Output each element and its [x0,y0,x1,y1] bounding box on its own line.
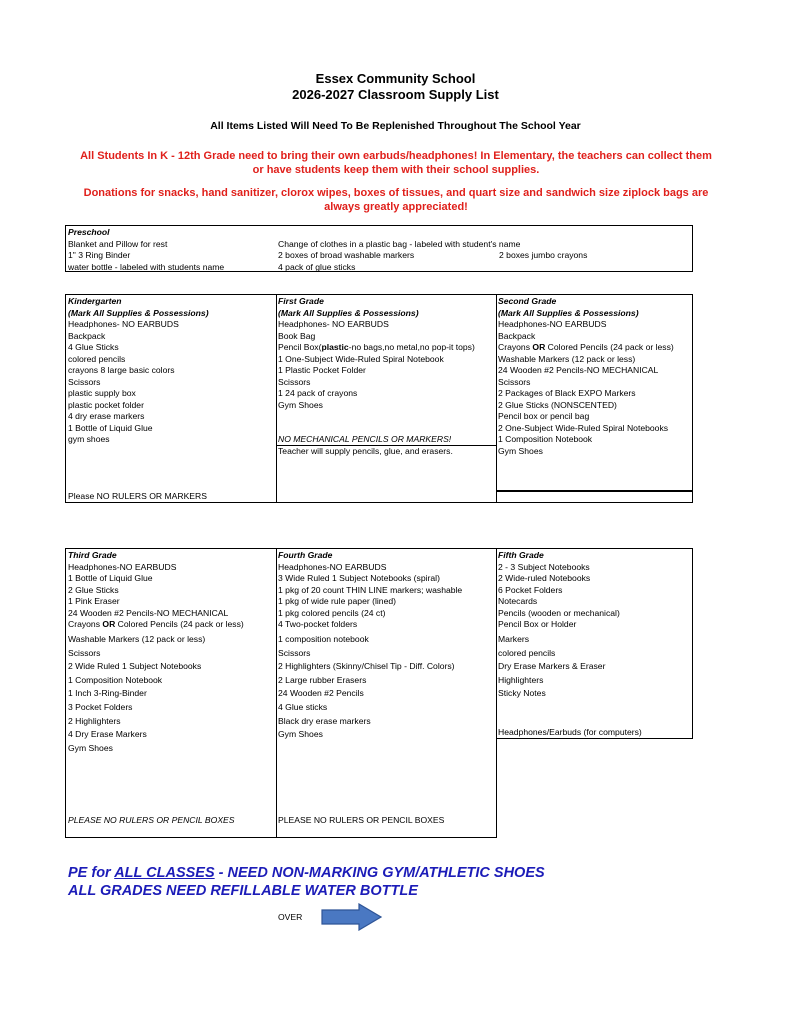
text-run: Crayons [498,342,533,352]
pencil-box-item [276,342,475,354]
preschool-table [65,225,693,272]
no-mechanical-note: NO MECHANICAL PENCILS OR MARKERS! [278,434,452,444]
list-item: Gym Shoes [278,399,323,410]
list-item: 3 Pocket Folders [68,701,133,712]
list-item: Pencil box or pencil bag [498,411,590,421]
right-arrow-icon [321,903,383,931]
school-name: Essex Community School [315,71,476,86]
divider [496,490,693,492]
preschool-col-3 [497,250,587,262]
list-item: Headphones- NO EARBUDS [68,319,179,329]
list-item: Washable Markers (12 pack or less) [498,353,636,364]
list-item: Pencils (wooden or mechanical) [498,607,620,618]
list-item: Backpack [498,330,536,341]
headphones-note: Headphones/Earbuds (for computers) [498,727,642,737]
list-item: Markers [498,634,530,644]
list-item: 24 Wooden #2 Pencils [278,688,364,699]
crayons-item [496,342,674,354]
text-run: Colored Pencils (24 pack or less) [545,342,674,352]
list-item: 2 - 3 Subject Notebooks [498,561,590,572]
all-classes-underlined: ALL CLASSES [114,865,215,881]
water-bottle-note: ALL GRADES NEED REFILLABLE WATER BOTTLE [68,883,418,899]
list-item: crayons 8 large basic colors [68,365,175,375]
pe-shoes-note [68,864,545,882]
text-run: Crayons [68,619,103,629]
list-item: 2 Highlighters (Skinny/Chisel Tip - Diff. Colors) [278,661,455,672]
list-item: Scissors [498,376,531,387]
no-rulers-note: PLEASE NO RULERS OR PENCIL BOXES [68,815,235,825]
list-item: Blanket and Pillow for rest [68,238,168,249]
list-item: 2 Glue Sticks [68,584,119,595]
list-item: 4 Glue sticks [278,701,328,712]
list-item: 1 One-Subject Wide-Ruled Spiral Notebook [278,353,444,364]
third-grade-column [66,550,244,631]
list-item: 2 Large rubber Erasers [278,674,367,685]
text-run-bold: plastic [321,342,349,352]
preschool-col-2 [276,239,520,274]
fourth-grade-lower [276,633,455,742]
list-item: Gym Shoes [278,729,323,740]
list-item: Pencil Box or Holder [498,619,577,629]
list-item: 2 Wide-ruled Notebooks [498,573,591,583]
list-title: 2026-2027 Classroom Supply List [292,87,499,102]
second-grade-column [496,296,674,457]
earbuds-line-2: or have students keep them with their school supplies. [252,164,540,176]
list-item: plastic supply box [68,388,136,398]
mark-supplies-note: (Mark All Supplies & Possessions) [278,307,419,318]
crayons-item [66,619,244,631]
donations-line-1: Donations for snacks, hand sanitizer, clorox wipes, boxes of tissues, and quart size and sandwich size ziplock bags are [83,187,709,199]
text-run: Pencil Box( [278,342,322,352]
list-item: gym shoes [68,434,110,444]
list-item: Scissors [278,376,311,387]
list-item: 1" 3 Ring Binder [68,250,131,260]
list-item: 2 Wide Ruled 1 Subject Notebooks [68,661,202,672]
list-item: Headphones-NO EARBUDS [498,319,607,329]
third-grade-lower [66,633,205,755]
fifth-grade-table [496,548,693,739]
list-item: Headphones-NO EARBUDS [278,561,387,572]
kindergarten-column [66,296,209,446]
list-item: 1 composition notebook [278,634,369,644]
fourth-grade-column [276,550,462,631]
list-item: 4 pack of glue sticks [278,261,356,272]
list-item: colored pencils [68,353,126,364]
first-grade-column [276,296,475,457]
list-item: Black dry erase markers [278,715,371,726]
list-item: 2 boxes jumbo crayons [499,250,588,260]
first-grade-heading: First Grade [278,296,324,306]
fifth-grade-footer [496,727,642,739]
list-item: Backpack [68,330,106,341]
donations-notice [60,186,732,214]
over-label: OVER [278,912,303,922]
fifth-grade-heading: Fifth Grade [498,550,544,560]
list-item: Scissors [68,647,101,658]
list-item: water bottle - labeled with students name [68,261,225,272]
list-item: Change of clothes in a plastic bag - labeled with student's name [278,238,521,249]
list-item: Headphones-NO EARBUDS [68,561,177,572]
list-item: 3 Wide Ruled 1 Subject Notebooks (spiral) [278,573,440,583]
list-item: 6 Pocket Folders [498,584,563,595]
list-item: 2 One-Subject Wide-Ruled Spiral Notebooks [498,422,669,433]
text-run: Colored Pencils (24 pack or less) [115,619,244,629]
list-item: 1 pkg of 20 count THIN LINE markers; washable [278,584,463,595]
list-item: 1 Bottle of Liquid Glue [68,422,153,433]
k-2-table [65,294,693,503]
list-item: Sticky Notes [498,688,546,699]
list-item: 1 Plastic Pocket Folder [278,365,366,375]
list-item: 2 Glue Sticks (NONSCENTED) [498,399,617,410]
list-item: 1 pkg of wide rule paper (lined) [278,596,396,606]
fifth-grade-column [496,550,620,631]
earbuds-line-1: All Students In K - 12th Grade need to bring their own earbuds/headphones! In Elementary, the teachers can collect them [80,150,712,162]
list-item: 4 Two-pocket folders [278,619,358,629]
list-item: Scissors [278,647,311,658]
list-item: 1 Composition Notebook [498,434,593,444]
list-item: 2 Highlighters [68,715,121,726]
mark-supplies-note: (Mark All Supplies & Possessions) [498,307,639,318]
list-item: Gym Shoes [68,742,113,753]
list-item: 1 Composition Notebook [68,674,163,685]
preschool-col-1 [66,227,224,273]
list-item: 1 Pink Eraser [68,596,120,606]
kindergarten-heading: Kindergarten [68,296,122,306]
earbuds-notice [60,149,732,177]
no-rulers-note: PLEASE NO RULERS OR PENCIL BOXES [278,815,445,825]
list-item: 4 dry erase markers [68,411,145,421]
second-grade-heading: Second Grade [498,296,557,306]
list-item: 24 Wooden #2 Pencils-NO MECHANICAL [498,365,659,375]
list-item: Book Bag [278,330,316,341]
list-item: 4 Glue Sticks [68,342,119,352]
list-item: 2 Packages of Black EXPO Markers [498,388,636,398]
list-item: 2 boxes of broad washable markers [278,250,415,260]
list-item: Scissors [68,376,101,387]
no-rulers-note: Please NO RULERS OR MARKERS [68,491,207,501]
list-item: plastic pocket folder [68,399,144,410]
preschool-heading: Preschool [68,227,110,237]
fourth-grade-footer [276,815,444,827]
list-item: Headphones- NO EARBUDS [278,319,389,329]
list-item: 1 Bottle of Liquid Glue [68,573,153,583]
text-run: PE for [68,865,115,881]
list-item: 4 Dry Erase Markers [68,729,147,740]
list-item: Dry Erase Markers & Eraser [498,661,606,672]
list-item: Gym Shoes [498,445,543,456]
list-item: Washable Markers (12 pack or less) [68,634,206,644]
mark-supplies-note: (Mark All Supplies & Possessions) [68,307,209,318]
fourth-grade-heading: Fourth Grade [278,550,333,560]
grades-3-4-table [65,548,497,838]
list-item: colored pencils [498,647,556,658]
kindergarten-footer [66,491,207,503]
list-item: 24 Wooden #2 Pencils-NO MECHANICAL [68,607,229,618]
text-run: -no bags,no metal,no pop-it tops) [348,342,475,352]
text-run-bold: OR [532,342,546,352]
third-grade-heading: Third Grade [68,550,117,560]
list-item: 1 24 pack of crayons [278,388,358,398]
teacher-supply-note: Teacher will supply pencils, glue, and erasers. [278,445,453,456]
fifth-grade-lower [496,633,605,701]
text-run: - NEED NON-MARKING GYM/ATHLETIC SHOES [214,865,545,881]
replenish-note: All Items Listed Will Need To Be Replenished Throughout The School Year [210,120,581,132]
list-item: 1 Inch 3-Ring-Binder [68,688,147,699]
third-grade-footer [66,815,235,827]
text-run-bold: OR [102,619,116,629]
list-item: Notecards [498,596,538,606]
donations-line-2: always greatly appreciated! [324,201,468,213]
list-item: 1 pkg colored pencils (24 ct) [278,607,386,618]
list-item: Highlighters [498,674,544,685]
